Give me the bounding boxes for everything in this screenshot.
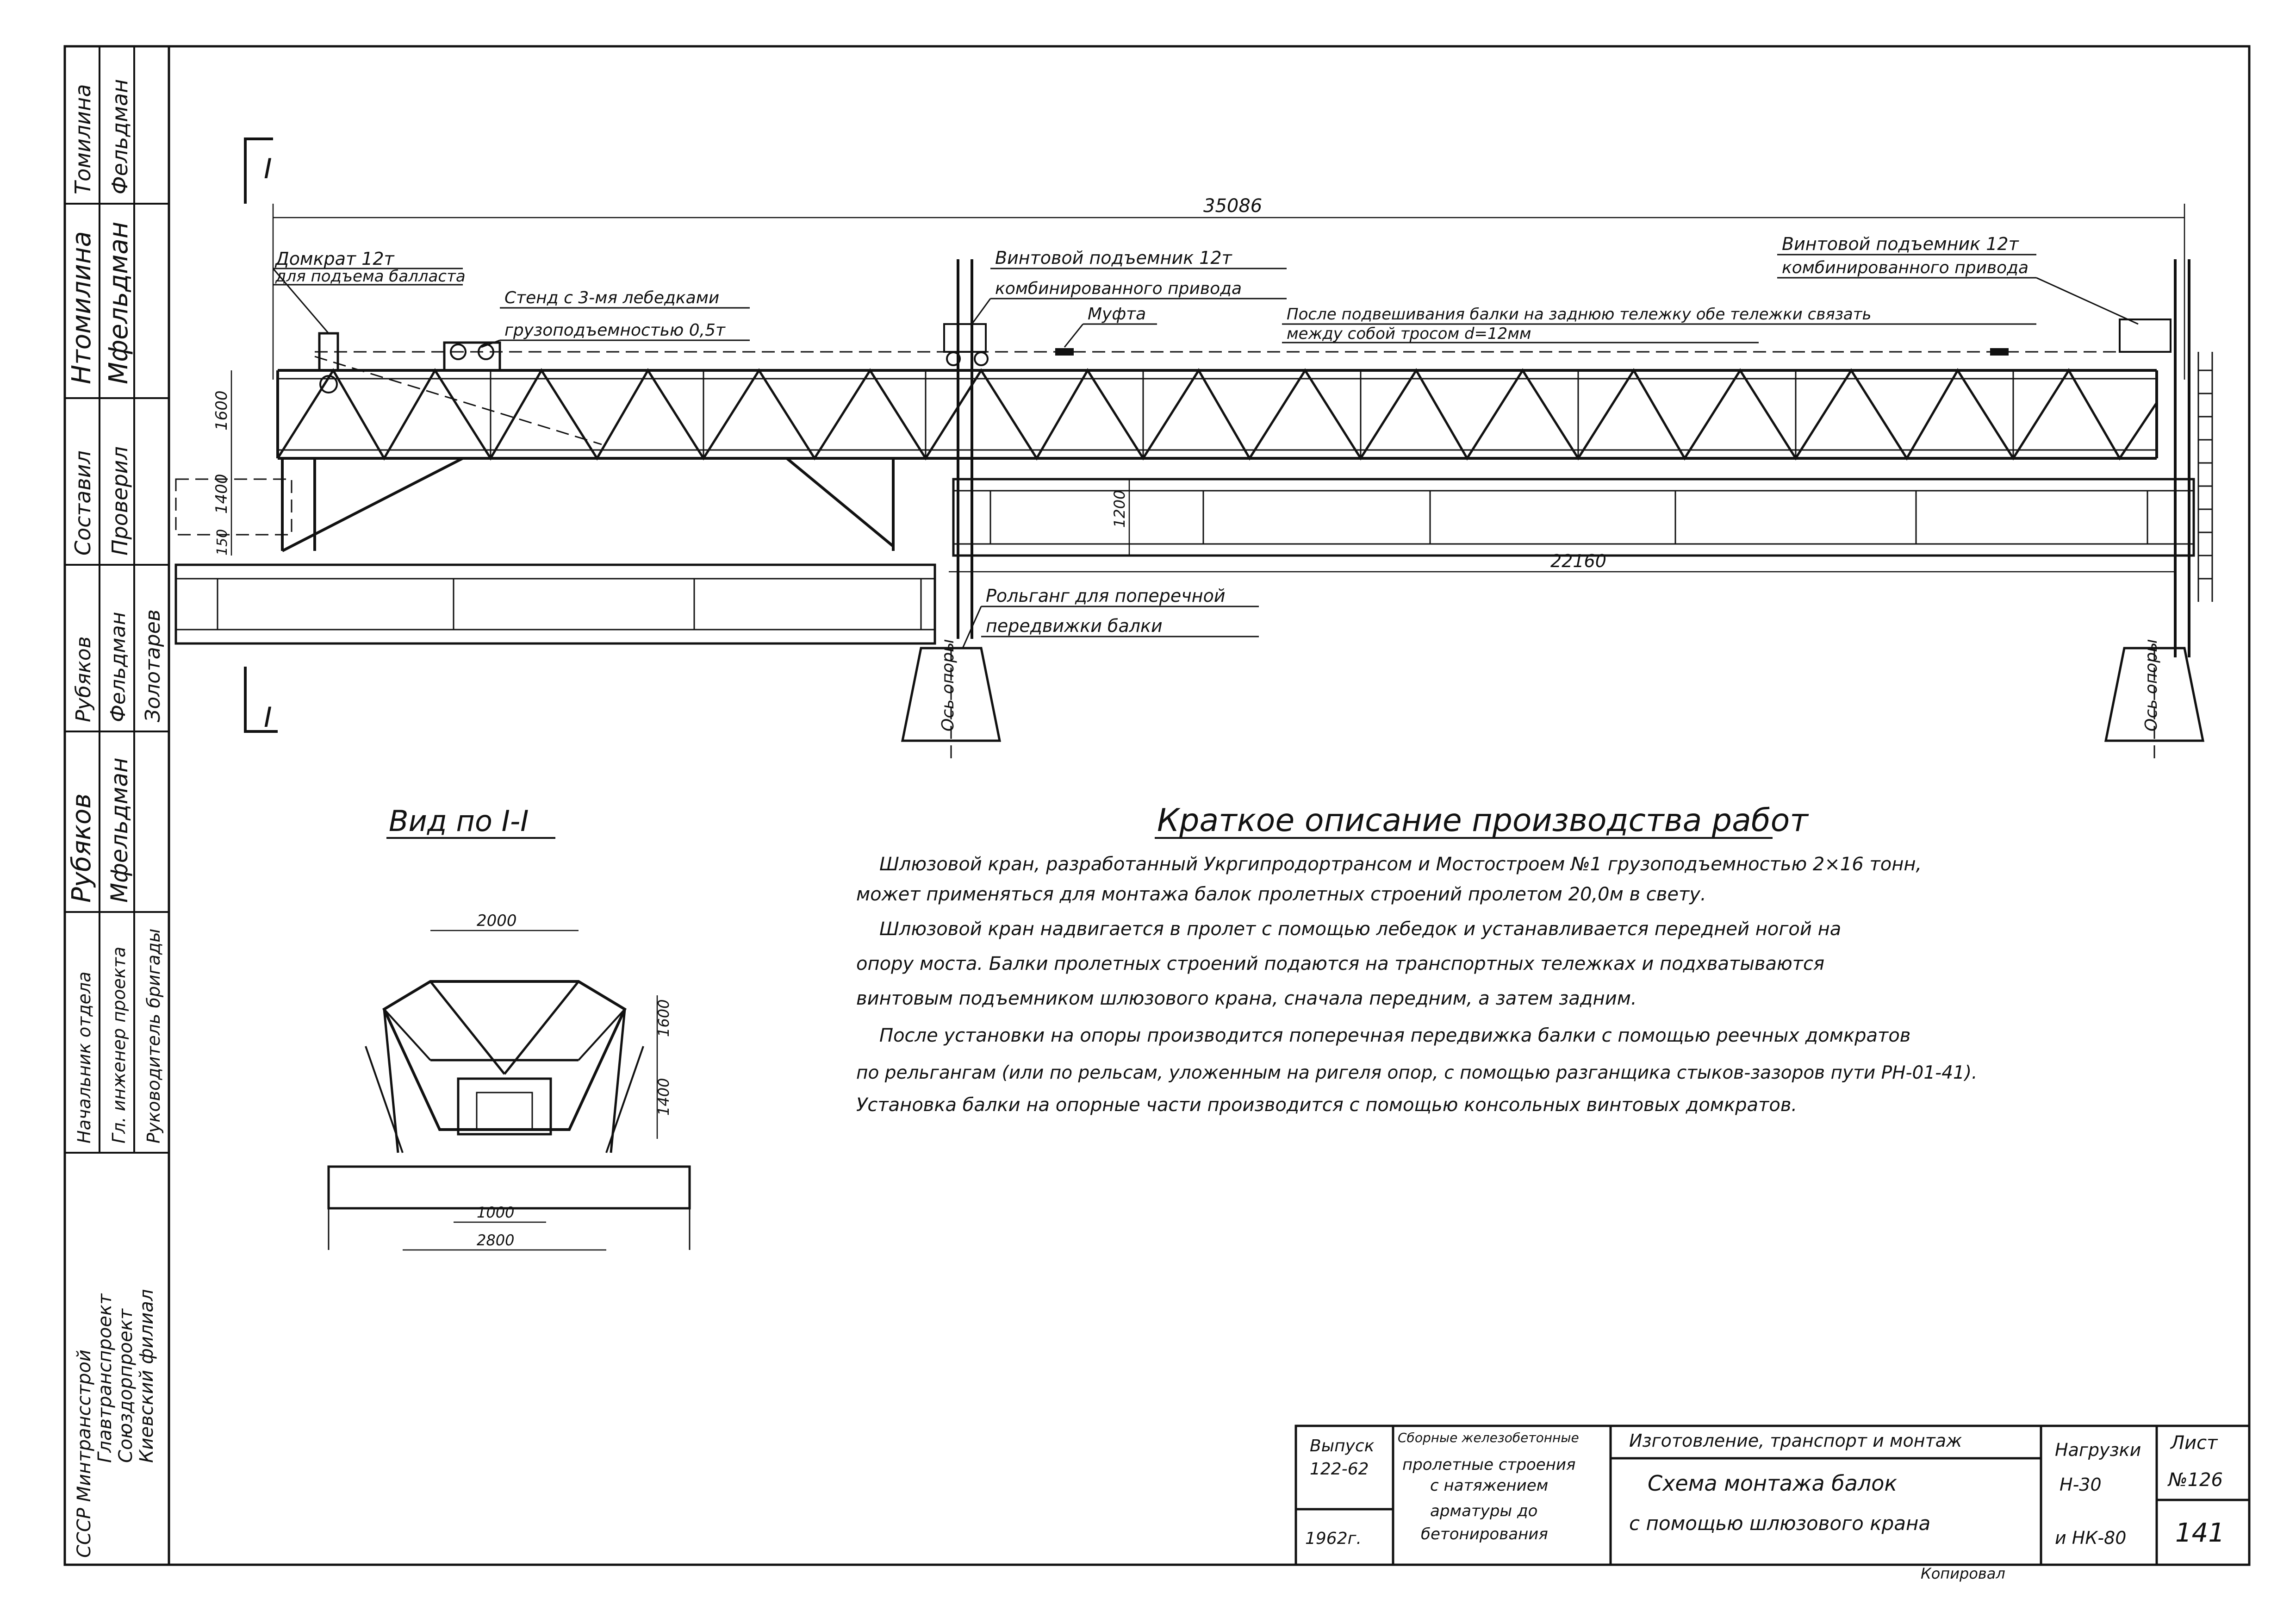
callout-hoist-right-1: Винтовой подъемник 12т bbox=[1782, 234, 2019, 254]
tb-series-1: Сборные железобетонные bbox=[1398, 1430, 1579, 1445]
signature-1: Нтомилина bbox=[67, 231, 97, 384]
tb-page-no: 141 bbox=[2175, 1518, 2225, 1548]
desc-p3-l1: После установки на опоры производится поперечная передвижка балки с помощью реечных домкратов bbox=[879, 1025, 1911, 1046]
tb-section-name: Изготовление, транспорт и монтаж bbox=[1629, 1430, 1962, 1451]
ladder bbox=[2198, 352, 2212, 602]
name-checked: Фельдман bbox=[107, 79, 132, 194]
section-mark-top: I bbox=[264, 153, 272, 185]
desc-p3-l2: по рельгангам (или по рельсам, уложенным на ригеля опор, с помощью разганщика стыков-зазоров пути РН-01-41). bbox=[856, 1062, 1978, 1083]
tb-loads-v1: Н-30 bbox=[2060, 1474, 2102, 1495]
callout-hoist-mid-2: комбинированного привода bbox=[995, 279, 1242, 298]
role-1: Начальник отдела bbox=[74, 971, 94, 1143]
tb-series-4: арматуры до bbox=[1430, 1502, 1538, 1520]
org-line-2: Главтранспроект bbox=[94, 1293, 116, 1463]
desc-p1-l1: Шлюзовой кран, разработанный Укргипродортрансом и Мостостроем №1 грузоподъемностью 2×16 тонн, bbox=[879, 854, 1922, 875]
dim-height-small: 150 bbox=[214, 529, 230, 556]
dim-total: 35086 bbox=[1203, 195, 1263, 217]
role-checked: Проверил bbox=[107, 446, 132, 556]
callout-hoist-right-2: комбинированного привода bbox=[1782, 258, 2029, 277]
name-2: Фельдман bbox=[106, 612, 130, 722]
dim-span: 22160 bbox=[1550, 551, 1606, 571]
support-axis-left: Ось опоры bbox=[939, 639, 958, 731]
section-view-drawing bbox=[329, 912, 690, 1250]
callout-hoist-mid-1: Винтовой подъемник 12т bbox=[995, 248, 1232, 268]
desc-p3-l3: Установка балки на опорные части производится с помощью консольных винтовых домкратов. bbox=[856, 1094, 1798, 1116]
callout-stand-1: Стенд с 3-мя лебедками bbox=[504, 288, 720, 307]
org-line-4: Киевский филиал bbox=[136, 1289, 157, 1463]
signature-3: Рубяков bbox=[67, 793, 97, 903]
tb-loads-v2: и НК-80 bbox=[2055, 1528, 2127, 1548]
name-1: Рубяков bbox=[72, 636, 95, 722]
role-3: Руководитель бригады bbox=[143, 928, 164, 1143]
desc-p2-l2: опору моста. Балки пролетных строений подаются на транспортных тележках и подхватываются bbox=[856, 953, 1825, 974]
desc-p1-l2: может применяться для монтажа балок пролетных строений пролетом 20,0м в свету. bbox=[856, 884, 1706, 905]
section-dim-h1: 1600 bbox=[655, 999, 672, 1037]
role-composed: Составил bbox=[70, 450, 95, 556]
callout-jack-1: Домкрат 12т bbox=[275, 249, 394, 269]
section-mark-bottom: I bbox=[264, 701, 272, 734]
tb-sheet-no: №126 bbox=[2168, 1469, 2223, 1491]
callout-note-1: После подвешивания балки на заднюю тележку обе тележки связать bbox=[1287, 305, 1872, 324]
desc-p2-l3: винтовым подъемником шлюзового крана, сначала передним, а затем задним. bbox=[856, 988, 1637, 1009]
section-dim-top: 2000 bbox=[477, 912, 517, 930]
tb-loads-label: Нагрузки bbox=[2055, 1440, 2141, 1460]
support-axis-right: Ось опоры bbox=[2142, 639, 2161, 731]
callout-coupling: Муфта bbox=[1088, 305, 1146, 324]
section-dim-base: 2800 bbox=[477, 1231, 515, 1249]
description-title: Краткое описание производства работ bbox=[1157, 802, 1808, 839]
dim-height-lower: 1400 bbox=[212, 474, 231, 514]
tb-series-5: бетонирования bbox=[1421, 1525, 1548, 1543]
org-line-1: СССР Минтрансстрой bbox=[74, 1349, 95, 1558]
coupling-symbol bbox=[1055, 348, 1074, 356]
tb-series-3: с натяжением bbox=[1430, 1476, 1549, 1495]
tb-series-2: пролетные строения bbox=[1402, 1455, 1576, 1474]
callout-stand-2: грузоподъемностью 0,5т bbox=[504, 321, 725, 340]
name-3: Золотарев bbox=[141, 609, 165, 722]
truss-diagonals bbox=[278, 370, 2157, 458]
section-mark-bottom-line bbox=[245, 667, 278, 731]
signature-4: Мфельдман bbox=[106, 757, 133, 903]
callout-rail-2: передвижки балки bbox=[986, 616, 1163, 636]
callout-rail-1: Рольганг для поперечной bbox=[986, 586, 1226, 606]
tb-sheet-label: Лист bbox=[2171, 1432, 2218, 1454]
truss-verticals bbox=[491, 370, 2013, 458]
tb-year: 1962г. bbox=[1305, 1529, 1362, 1548]
tb-copied: Копировал bbox=[1921, 1565, 2005, 1582]
section-dim-inner: 1000 bbox=[477, 1204, 515, 1221]
section-dim-h2: 1400 bbox=[655, 1078, 672, 1116]
signature-2: Мфельдман bbox=[104, 221, 134, 384]
tb-sheet-title-1: Схема монтажа балок bbox=[1648, 1471, 1898, 1496]
role-2: Гл. инженер проекта bbox=[109, 946, 129, 1143]
callout-jack-2: для подъема балласта bbox=[275, 267, 466, 286]
dim-height-truss: 1600 bbox=[212, 390, 231, 431]
left-span-beam bbox=[176, 565, 935, 643]
desc-p2-l1: Шлюзовой кран надвигается в пролет с помощью лебедок и устанавливается передней ногой на bbox=[879, 918, 1842, 940]
callout-note-2: между собой тросом d=12мм bbox=[1287, 325, 1531, 343]
tb-issue-label: Выпуск bbox=[1310, 1437, 1375, 1455]
tb-sheet-title-2: с помощью шлюзового крана bbox=[1629, 1512, 1931, 1535]
name-composed: Томилина bbox=[70, 84, 95, 194]
tb-issue-value: 122-62 bbox=[1310, 1460, 1369, 1479]
section-view-title: Вид по I-I bbox=[389, 804, 529, 838]
org-line-3: Союздорпроект bbox=[115, 1309, 137, 1463]
dim-height-1200: 1200 bbox=[1111, 490, 1128, 528]
